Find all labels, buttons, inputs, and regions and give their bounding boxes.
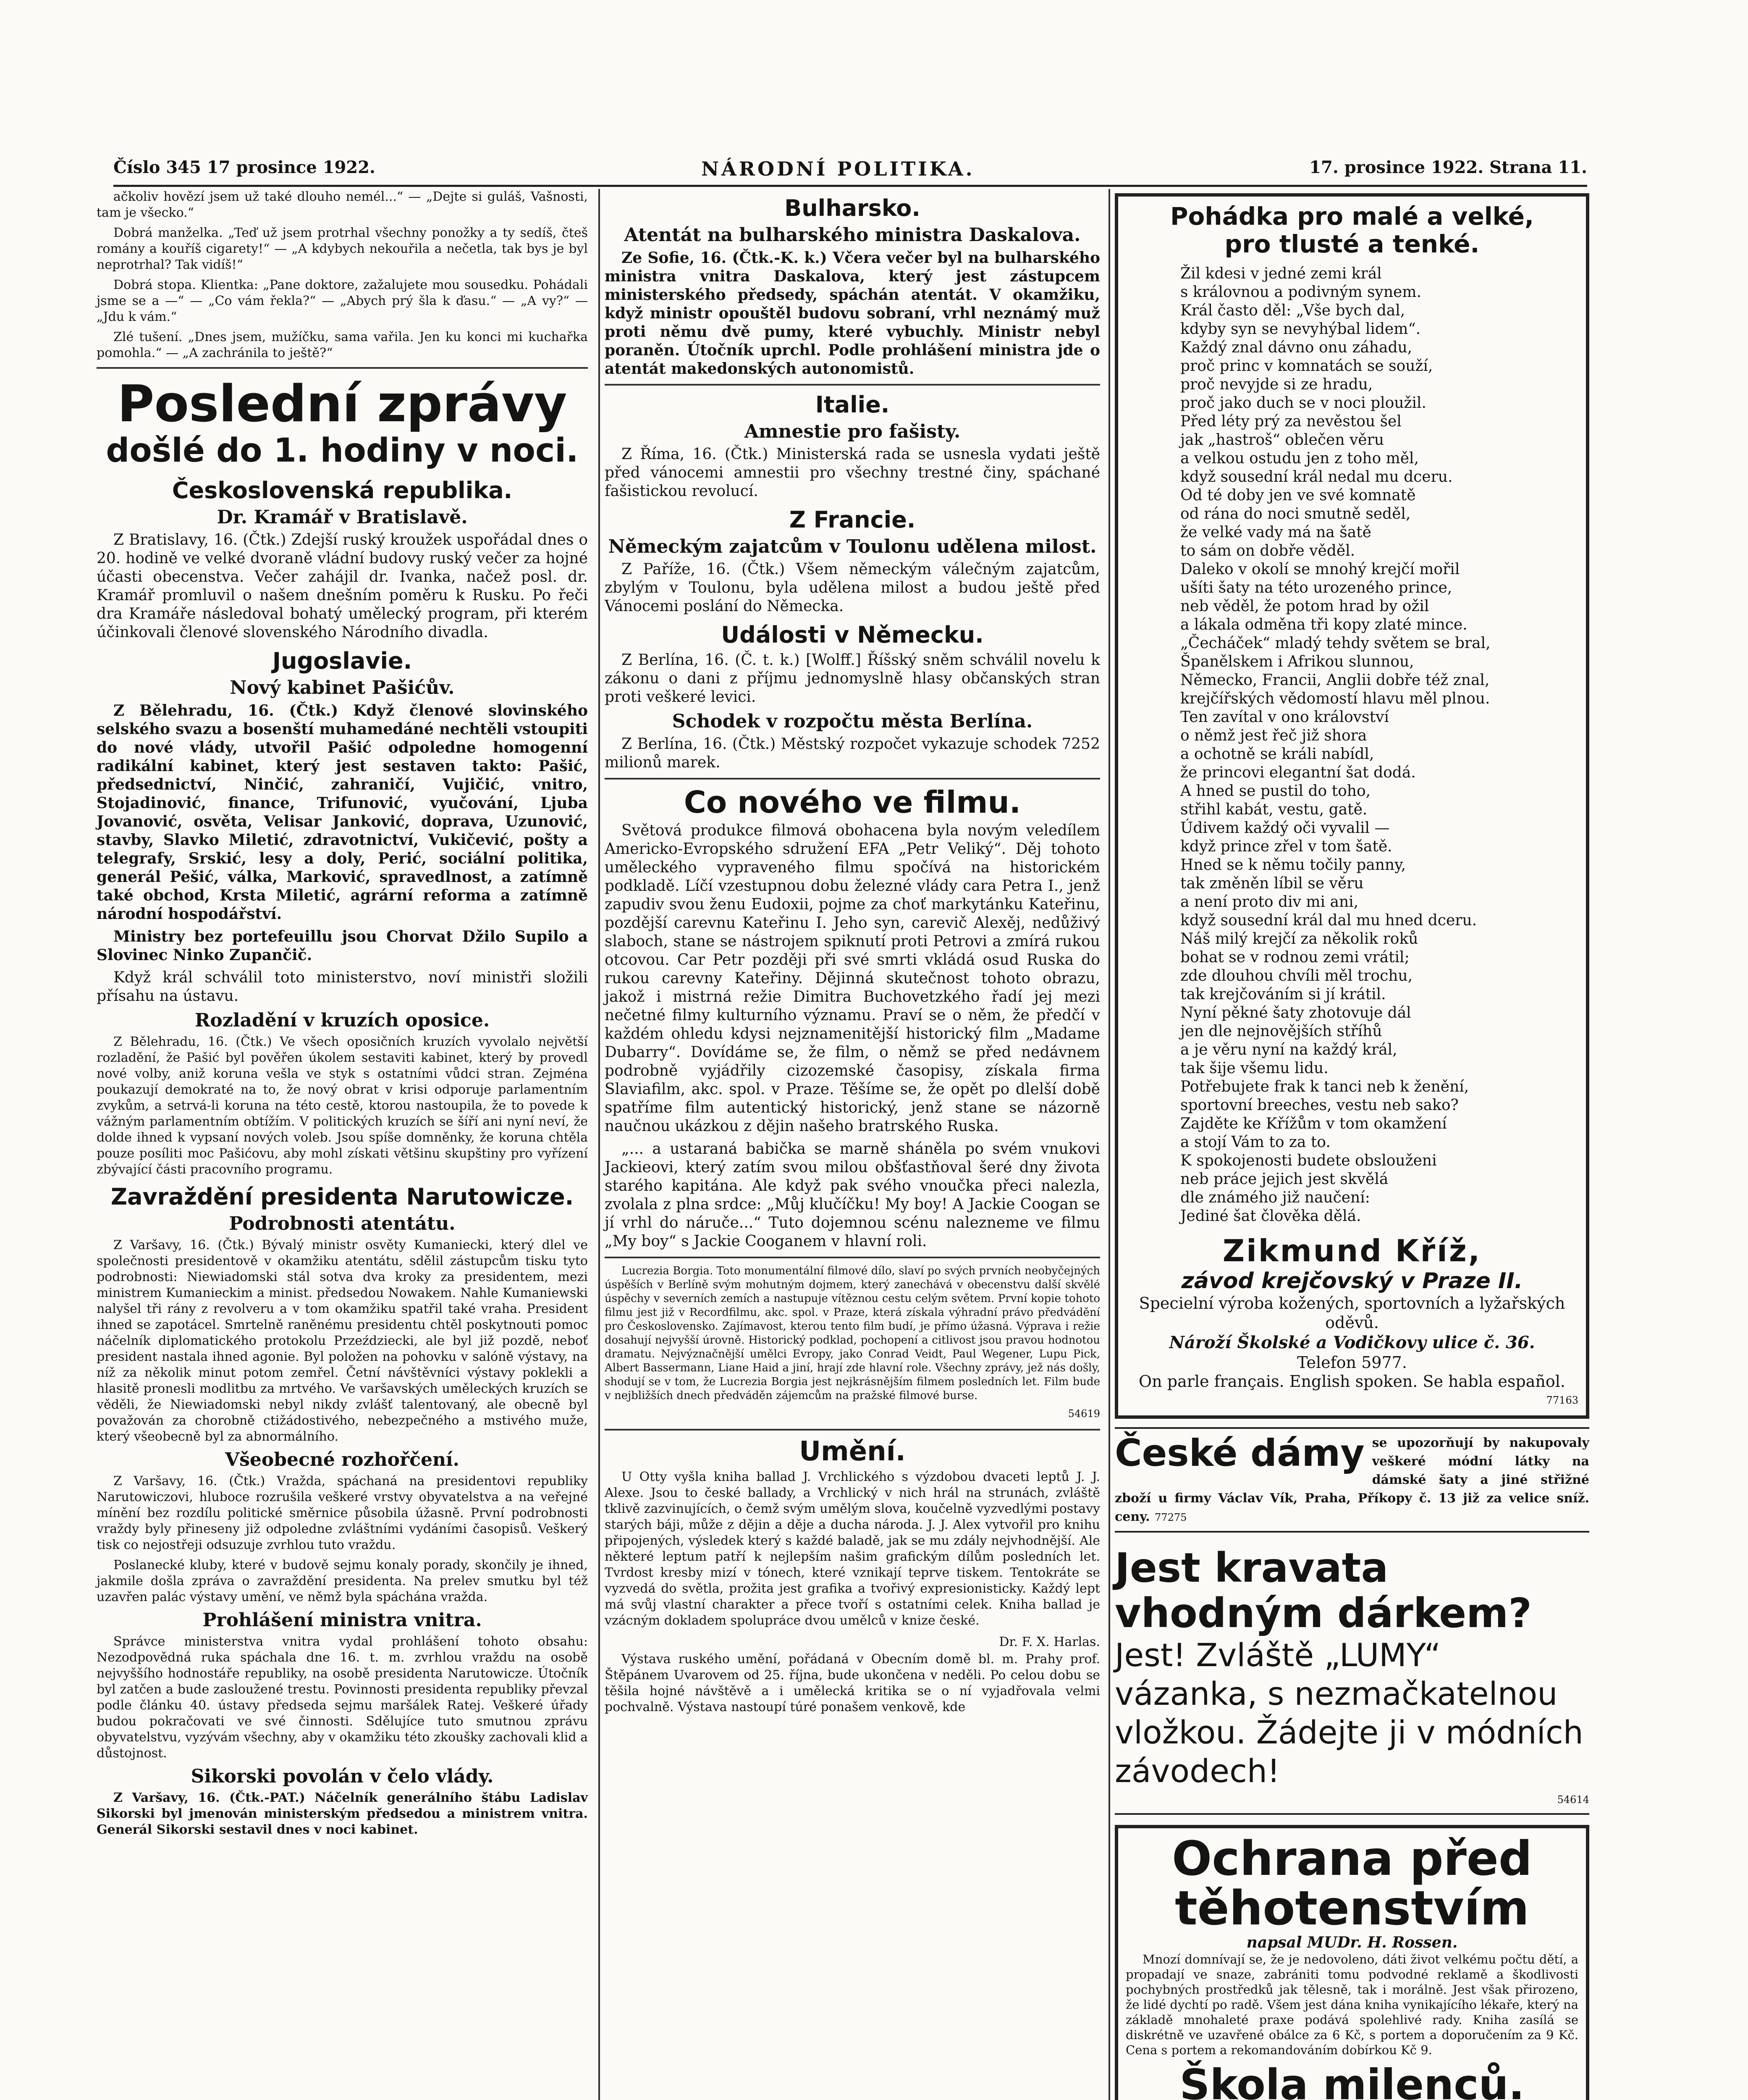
page-header [113,158,1587,183]
article-text: Z Říma, 16. (Čtk.) Ministerská rada se usnesla vydati ještě před vánocemi amnestii pro všechny trestné činy, spáchané fašistickou revolucí. [605,446,1100,500]
poem-line: Žil kdesi v jedné zemi král [1180,265,1382,282]
poem-line: Ten zavítal v ono království [1180,709,1389,726]
poem-line: Potřebujete frak k tanci neb k ženění, [1180,1078,1469,1095]
issue-info: Číslo 345 17 prosince 1922. [113,158,375,177]
poem-line: když sousední král nedal mu dceru. [1180,468,1453,486]
article-text: Když král schválil toto ministerstvo, noví ministři složili přísahu na ústavu. [97,969,588,1005]
poem-line: že velké vady má na šatě [1180,524,1371,541]
column-1 [97,189,588,1842]
article-signature: Dr. F. X. Harlas. [999,1635,1100,1649]
section-heading: Zavraždění presidenta Narutowicze. [110,1184,574,1210]
book-author: napsal MUDr. H. Rossen. [1246,1934,1458,1951]
fairytale-poem [1126,265,1578,1226]
poem-line: Údivem každý oči vyvalil — [1180,819,1390,837]
poem-line: když prince zřel v tom šatě. [1180,838,1392,855]
article-text: Z Varšavy, 16. (Čtk.-PAT.) Náčelník generálního štábu Ladislav Sikorski byl jmenován ministerským předsedou a ministrem vnitra. Generál Sikorski sestavil dnes v noci kabinet. [97,1790,588,1837]
book-title-skola: Škola milenců. [1179,2060,1525,2100]
poem-line: Hned se k němu točily panny, [1180,856,1406,874]
poem-line: proč princ v komnatách se souží, [1180,357,1433,375]
article-text: Ministry bez portefeuillu jsou Chorvat Džilo Supilo a Slovinec Ninko Zupančič. [97,928,588,964]
column-2 [605,189,1100,1719]
poem-line: kdyby syn se nevyhýbal lidem“. [1180,320,1421,338]
poem-line: proč jako duch se v noci ploužil. [1180,394,1426,412]
ladies-ad [1115,1427,1589,1533]
anecdote: Zlé tušení. „Dnes jsem, mužíčku, sama vařila. Jen ku konci mi kuchařka pomohla.“ — „A zachránila to ještě?“ [97,330,588,360]
article-text: Lucrezia Borgia. Toto monumentální filmové dílo, slaví po svých prvních neobyčejných úspěších v Berlíně svým mohutným dojmem, který zanechává v obecenstvu další skvělé úspěchy v severních zemích a nastupuje vítěznou cestu celým světem. První kopie tohoto filmu jest již v Recordfilmu, akc. spol. v Praze, která získala výhradní právo předvádění pro Československo. Zajímavost, kterou tento film budí, je přímo úžasná. Výprava i režie dosahují nejvyšší úrovně. Historický podklad, pochopení a citlivost jsou pravou hodnotou dramatu. Nejvýznačnější umělci Evropy, jako Conrad Veidt, Paul Wegener, Lupu Pick, Albert Bassermann, Liane Haid a jiní, hrají zde hlavní role. Všechny zprávy, jež nás došly, shodují se v tom, že Lucrezia Borgia jest nejkrásnějším filmem posledních let. Film bude v nejbližších dnech předváděn zájemcům na pražské filmové burse. [605,1265,1100,1402]
date-page: 17. prosince 1922. Strana 11. [1309,158,1587,177]
poem-line: neb práce jejich jest skvělá [1180,1171,1389,1188]
ad-reference: 54619 [1068,1408,1100,1420]
latest-news-subbanner: došlé do 1. hodiny v noci. [106,432,579,470]
poem-line: A hned se pustil do toho, [1180,782,1371,800]
art-section-heading: Umění. [799,1436,906,1467]
tailor-specialty: Specielní výroba kožených, sportovních a lyžařských oděvů. [1139,1294,1565,1332]
article-text: Z Berlína, 16. (Č. t. k.) [Wolff.] Říšský sněm schválil novelu k zákonu o dani z příjmu jednomyslně hlasy občanských stran proti veškeré levici. [605,651,1100,706]
poem-line: neb věděl, že potom hrad by ožil [1180,598,1429,615]
poem-line: Každý znal dávno onu záhadu, [1180,339,1413,356]
poem-line: bohat se v rodnou zemi vrátil; [1180,949,1410,966]
ladies-ad-title: České dámy [1115,1431,1365,1475]
article-text: Z Bratislavy, 16. (Čtk.) Zdejší ruský kroužek uspořádal dnes o 20. hodině ve velké dvoraně vládní budovy ruský večer za hojné účasti obecenstva. Večer zahájil dr. Ivanka, načež posl. dr. Kramář promluvil o našem dnešním poměru k Rusku. Po řeči dra Kramáře následoval bohatý umělecký program, při kterém účinkovali členové slovenského Národního divadla. [97,531,588,641]
article-heading: Schodek v rozpočtu města Berlína. [672,711,1033,732]
article-heading: Německým zajatcům v Toulonu udělena milost. [608,536,1097,557]
poem-line: jen dle nejnovějších stříhů [1180,1023,1382,1040]
poem-line: Daleko v okolí se mnohý krejčí mořil [1180,561,1460,578]
poem-line: jak „hastroš“ oblečen věru [1180,431,1384,449]
newspaper-title: NÁRODNÍ POLITIKA. [701,158,975,180]
fairytale-ad [1115,193,1589,1419]
ladies-ad-text: se upozorňují by nakupovaly veškeré módní látky na dámské šaty a jiné střižné zboží u firmy Václav Vík, Praha, Příkopy č. 13 již za velice sníž. ceny. [1115,1436,1589,1524]
tailor-languages: On parle français. English spoken. Se habla español. [1139,1372,1565,1391]
article-heading: Rozladění v kruzích oposice. [194,1010,490,1031]
article-text: Z Varšavy, 16. (Čtk.) Bývalý ministr osvěty Kumaniecki, který dlel ve společnosti presidentově v okamžiku atentátu, sdělil zástupcům tisku tyto podrobnosti: Niewiadomski stál sotva dva kroky za presidentem, mezi ministrem Kumanieckim a minist. předsedou Nowakem. Nahle Kumaniewski nalyšel tři rány z revolveru a v tom okamžiku spatřil také vraha. President ihned se zapotácel. Smrtelně raněnému presidentu chtěl poskytnouti pomoc náčelník diplomatického protokolu Przeździecki, ale byl již pozdě, neboť president nastala ihned agonie. Byl položen na pohovku v salóně výstavy, na níž za několik minut potom zemřel. Četní návštěvníci výstavy poklekli a hlasitě pronesli modlitbu za mrtvého. Ve varšavských uměleckých kruzích se věděli, že Niewiadomski nebyl nikdy zvlášť talentovaný, ale obecně byl považován za chorobně ctižádostivého, nebezpečného a mstivého muže, který všeobecně byl za abnormálního. [97,1238,588,1444]
article-heading: Prohlášení ministra vnitra. [202,1609,482,1631]
poem-line: když sousední král dal mu hned dceru. [1180,912,1477,929]
article-text: Správce ministerstva vnitra vydal prohlášení tohoto obsahu: Nezodpovědná ruka spáchala dne 16. t. m. zvrhlou vraždu na osobě nejvyššího hodnostáře republiky, na osobě presidenta Narutowicze. Útočník byl zatčen a bude zasloužené trestu. Povinnosti presidenta republiky převzal podle článku 40. ústavy předseda sejmu maršálek Ratej. Veškeré úřady budou pokračovati ve své činnosti. Sdělujíce tuto smutnou zprávu obyvatelstvu, vyzývám všechny, aby v okamžiku této zkoušky zachovali klid a důstojnost. [97,1634,588,1761]
article-text: „... a ustaraná babička se marně sháněla po svém vnukovi Jackieovi, který zatím svou milou obšťastňoval šeré dny života starého kapitána. Ale když pak svého vnoučka přeci nalezla, zvolala z plna srdce: „Můj klučíčku! My boy! A Jackie Coogan se jí vrhl do náruče...“ Tuto dojemnou scénu nalezneme ve filmu „My boy“ s Jackie Cooganem v hlavní roli. [605,1140,1100,1250]
poem-line: tak změněn líbil se věru [1180,875,1364,892]
article-text: Poslanecké kluby, které v budově sejmu konaly porady, skončily je ihned, jakmile došla zpráva o zavraždění presidenta. Na prelev smutku byl též uzavřen palác výstavy umění, ve němž byla spáchána vražda. [97,1558,588,1604]
poem-line: tak krejčováním si jí krátil. [1180,986,1386,1003]
tailor-name: Zikmund Kříž, [1222,1233,1482,1268]
poem-line: Španělskem i Afrikou slunnou, [1180,653,1414,670]
section-heading: Události v Německu. [721,622,984,648]
poem-line: Před léty prý za nevěstou šel [1180,413,1402,430]
poem-line: o němž jest řeč již shora [1180,727,1367,744]
poem-line: že princovi elegantní šat dodá. [1180,764,1416,781]
poem-line: střihl kabát, vestu, gatě. [1180,801,1368,818]
column-3 [1115,189,1589,2100]
divider [605,1429,1100,1431]
section-heading: Československá republika. [172,477,513,504]
poem-line: Král často děl: „Vše bych dal, [1180,302,1405,319]
poem-line: K spokojenosti budete obslouženi [1180,1152,1437,1169]
poem-line: proč nevyjde si ze hradu, [1180,376,1373,393]
article-heading: Atentát na bulharského ministra Daskalova. [624,224,1081,246]
article-heading: Nový kabinet Pašićův. [230,677,455,698]
section-heading: Bulharsko. [784,195,920,221]
poem-line: to sám on dobře věděl. [1180,542,1355,559]
article-text: Z Paříže, 16. (Čtk.) Všem německým válečným zajatcům, zbylým v Toulonu, byla udělena milost a budou ještě před Vánocemi poslání do Německa. [605,561,1100,615]
poem-line: Německo, Francii, Anglii dobře též znal, [1180,672,1490,689]
books-ad [1115,1825,1589,2100]
divider [605,778,1100,780]
article-text: Výstava ruského umění, pořádaná v Obecním domě bl. m. Prahy prof. Štěpánem Uvarovem od 25. října, bude ukončena v neděli. Po celou dobu se těšila hojné návštěvě a i umělecká kritika se o ní vyjadřovala velmi pochvalně. Výstava nastoupí túré ponašem venkově, kde [605,1652,1100,1714]
poem-line: a stojí Vám to za to. [1180,1134,1331,1151]
film-section-heading: Co nového ve filmu. [684,785,1021,820]
divider [97,367,588,369]
latest-news-banner: Poslední zprávy [117,375,567,433]
article-text: Z Bělehradu, 16. (Čtk.) Ve všech oposičních kruzích vyvolalo největší rozladění, že Pašić byl pověřen úkolem sestaviti kabinet, který by provedl nové volby, aniž koruna vešla ve styk s ostatními vůdci stran. Zejména poukazují demokraté na to, že nový obrat v krisi odporuje parlamentním zvykům, a setrvá-li koruna na této cestě, ktorou nastoupila, že to povede k vážným parlamentním obtížím. V politických kruzích se šíří ani nyní neví, že dolde ihned k vypsaní nových voleb. Jsou spíše domněnky, že koruna chtěla pouze posíliti moc Pašićovu, aby mohl získati většinu skupštiny pro vyřízení zbývající části pracovního programu. [97,1034,588,1177]
tie-ad [1115,1541,1589,1815]
section-heading: Jugoslavie. [272,648,412,674]
fairytale-subtitle: pro tlusté a tenké. [1224,230,1480,258]
tie-ad-headline: Jest kravata vhodným dárkem? [1115,1544,1532,1637]
book-title-ochrana: Ochrana před těhotenstvím [1172,1832,1532,1936]
poem-line: Náš milý krejčí za několik roků [1180,930,1418,948]
poem-line: s královnou a podivným synem. [1180,284,1421,301]
poem-line: a lákala odměna tři kopy zlaté mince. [1180,616,1468,633]
column-divider [1109,189,1110,2100]
anecdote: Dobrá stopa. Klientka: „Pane doktore, zažalujete mou sousedku. Pohádali jsme se a —“ — „Co vám řekla?“ — „Abych prý šla k ďasu.“ — „A vy?“ — „Jdu k vám.“ [97,278,588,324]
article-heading: Sikorski povolán v čelo vlády. [191,1766,494,1787]
poem-line: zde dlouhou chvíli měl trochu, [1180,967,1413,984]
article-text: Z Berlína, 16. (Čtk.) Městský rozpočet vykazuje schodek 7252 milionů marek. [605,735,1100,771]
column-divider [598,189,600,2100]
section-heading: Italie. [815,391,890,418]
book-description: Mnozí domnívají se, že je nedovoleno, dáti život velkému počtu dětí, a propadají ve snaze, zabrániti tomu podvodné reklamě a škodlivosti pochybných prostředků jak tělesně, tak i morálně. Jest však přirozeno, že lidé dychtí po radě. Všem jest dána kniha vynikajícího lékaře, který na základě mnohaleté praxe podává spolehlivé rady. Kniha zasílá se diskrétně ve uzavřené obálce za 6 Kč, s portem a doporučením za 9 Kč. Cena s portem a rekomandováním dobírkou Kč 9. [1126,1952,1578,2057]
fairytale-title: Pohádka pro malé a velké, [1170,202,1534,231]
article-text: Z Varšavy, 16. (Čtk.) Vražda, spáchaná na presidentovi republiky Narutowiczovi, hluboce rozrušila veškeré vrstvy obyvatelstva a na veřejné mínění bez rozdílu politické směrnice působila úžasně. První podrobnosti vraždy byly přineseny již odpoledne zvláštními vydáními časopisů. Veškerý tisk co nejostřeji odsuzuje zvrhlou tuto vraždu. [97,1474,588,1552]
tailor-address: Nároží Školské a Vodičkovy ulice č. 36. [1169,1333,1535,1352]
poem-line: Nyní pěkné šaty zhotovuje dál [1180,1004,1411,1021]
article-heading: Podrobnosti atentátu. [229,1213,456,1234]
poem-line: a je věru nyní na každý král, [1180,1041,1397,1058]
ad-reference: 77275 [1155,1512,1187,1523]
poem-line: tak šije všemu lidu. [1180,1060,1329,1077]
tailor-phone: Telefon 5977. [1297,1353,1407,1372]
divider [605,1257,1100,1258]
poem-line: Zajděte ke Křížům v tom okamžení [1180,1115,1447,1132]
header-rule [113,185,1587,187]
article-heading: Amnestie pro fašisty. [744,421,961,442]
article-text: U Otty vyšla kniha ballad J. Vrchlického s výzdobou dvaceti leptů J. J. Alexe. Jsou to české ballady, a Vrchlický v nich hrál na strunách, zvláště tklivě zazvinujících, o čemž svým umělým slova, koučelně vyzvedlými postavy starých báji, může z dějin a děje a ducha národa. J. J. Alex vytvořil pro knihu připojených, výsledek který s každé baladě, jak se mu zdály nejvhodnější. Ale některé leptum patří k nejlepším našim grafickým dílům posledních let. Tvrdost kresby mizí v tónech, které vznikají teprve tiskem. Tentokráte se vyzvedá do světla, prožita jest grafika a tvořivý expresionisticky. Každý lept má svůj vlastní charakter a přece tvoří s ostatními celek. Kniha ballad je vzácným dokladem spolupráce dvou umělců v knize české. [605,1470,1100,1628]
tie-ad-text: Jest! Zvláště „LUMY“ vázanka, s nezmačkatelnou vložkou. Žádejte ji v módních závodech! [1115,1636,1583,1790]
poem-line: sportovní breeches, vestu neb sako? [1180,1097,1459,1114]
poem-line: a velkou ostudu jen z toho měl, [1180,450,1419,467]
poem-line: a není proto div mi ani, [1180,893,1359,911]
poem-line: Od té doby jen ve své komnatě [1180,487,1416,504]
poem-line: dle známého již naučení: [1180,1189,1370,1206]
article-heading: Všeobecné rozhořčení. [225,1449,459,1470]
poem-line: krejčířských vědomostí hlavu měl plnou. [1180,690,1490,707]
poem-line: od rána do noci smutně seděl, [1180,505,1411,522]
divider [605,384,1100,386]
poem-line: a ochotně se králi nabídl, [1180,746,1374,763]
ad-reference: 54614 [1557,1794,1589,1806]
article-text: Ze Sofie, 16. (Čtk.-K. k.) Včera večer byl na bulharského ministra vnitra Daskalova, který jest zástupcem ministerského předsedy, spáchán atentát. V okamžiku, když ministr opouštěl budovu sobraní, vrhl neznámý muž proti němu dvě pumy, které vybuchly. Ministr nebyl poraněn. Útočník uprchl. Podle prohlášení ministra jde o atentát makedonských autonomistů. [605,249,1100,378]
tailor-subtitle: závod krejčovský v Praze II. [1181,1268,1523,1294]
poem-line: „Čecháček“ mladý tehdy světem se bral, [1180,635,1491,652]
section-heading: Z Francie. [789,507,916,533]
article-text: Z Bělehradu, 16. (Čtk.) Když členové slovinského selského svazu a bosenští muhamedáné nechtěli vstoupiti do nové vlády, utvořil Pašić odpoledne homogenní radikální kabinet, který jest sestaven takto: Pašić, předsednictví, Ninčić, zahraničí, Vujičić, vnitro, Stojadinović, finance, Trifunović, vyučování, Ljuba Jovanović, osvěta, Velisar Janković, doprava, Uzunović, stavby, Slavko Miletić, zdravotnictví, Vukičević, pošty a telegrafy, Srskić, lesy a doly, Perić, sociální politika, generál Pešić, válka, Marković, spravedlnost, a zatímně také obchod, Krsta Miletić, agrární reforma a zatímně národní hospodářství. [97,702,588,923]
poem-line: Jediné šat člověka dělá. [1180,1208,1361,1225]
anecdote: ačkoliv hovězí jsem už také dlouho nemél...“ — „Dejte si guláš, Vašnosti, tam je všecko.“ [97,189,588,220]
poem-line: ušíti šaty na této urozeného prince, [1180,579,1452,596]
ad-reference: 77163 [1546,1394,1578,1406]
article-text: Světová produkce filmová obohacena byla novým veledílem Americko-Evropského sdružení EFA „Petr Veliký“. Děj tohoto uměleckého vypraveného filmu spočívá na historickém podkladě. Líčí vzestupnou dobu železné vlády cara Petra I., jenž zapudiv svou ženu Eudoxii, pojme za choť markytánku Kateřinu, pozdější carevnu Kateřinu I. Jeho syn, carevič Alexěj, nedůživý slaboch, stane se nástrojem spiknutí proti Petrovi a zmírá rukou otcovou. Car Petr později při své smrti vkládá osud Ruska do rukou carevny Kateřiny. Dějinná skutečnost tohoto obrazu, jakož i mistrná režie Dimitra Buchovetzkého řadí jej mezi nečetné filmy kulturního významu. Praví se o něm, že předčí v každém ohledu kdysi nejznamenitější historický film „Madame Dubarry“. Dovídáme se, že film, o němž se před nedávnem podrobně vyjádřily cizozemské časopisy, získala firma Slaviafilm, akc. spol. v Praze. Těšíme se, že opět po dlelší době spatříme film autentický historický, jenž stane se názorně naučnou ukázkou z dějin našeho bratrského Ruska. [605,822,1100,1135]
anecdote: Dobrá manželka. „Teď už jsem protrhal všechny ponožky a ty sedíš, čteš romány a kouříš cigarety!“ — „A kdybych nekouřila a nečetla, tak bys je byl neprotrhal? Tak vidíš!“ [97,226,588,272]
article-heading: Dr. Kramář v Bratislavě. [217,507,468,528]
